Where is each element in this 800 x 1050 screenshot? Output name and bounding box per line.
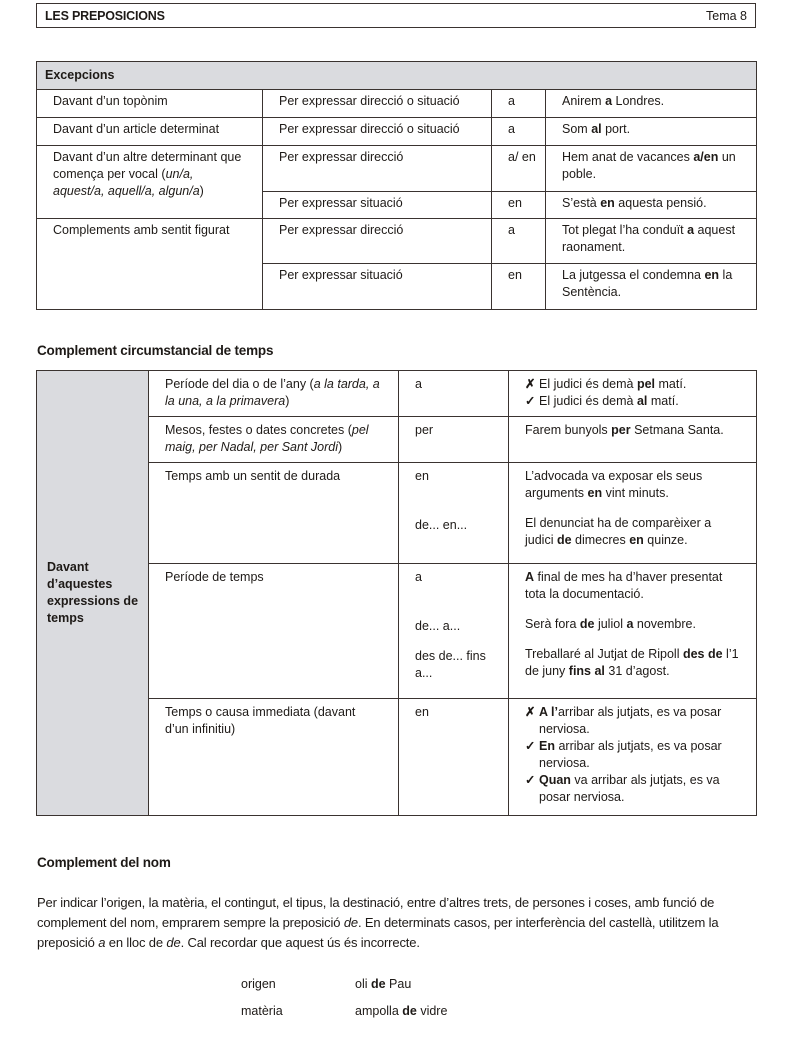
example-row [241, 977, 447, 1004]
preposition-cell: en [492, 192, 546, 219]
example-cell: Anirem a Londres. [546, 90, 757, 118]
example-cell: A final de mes ha d’haver presentat tota la documentació. Serà fora de juliol a novembre. Treballaré al Jutjat de Ripoll des de l’1 de juny fins al 31 d’agost. [509, 564, 757, 699]
context-cell: Davant d’un topònim [37, 90, 263, 118]
preposition-cell: per [399, 417, 509, 463]
preposition-cell: a/ en [492, 146, 546, 192]
check-icon: ✓ [525, 773, 536, 787]
temps-table [36, 370, 757, 816]
excepcions-table [36, 61, 757, 310]
preposition-cell: en [492, 264, 546, 310]
example-cell: S’està en aquesta pensió. [546, 192, 757, 219]
context-cell: Davant d’un article determinat [37, 118, 263, 146]
context-cell: Davant d’un altre determinant que comença per vocal (un/a, aquest/a, aquell/a, algun/a) [37, 146, 263, 219]
preposition-cell: en de... en... [399, 463, 509, 564]
table-row [37, 118, 757, 146]
check-icon: ✓ [525, 739, 536, 753]
type-cell: Temps amb un sentit de durada [149, 463, 399, 564]
example-cell: ✗ A l’arribar als jutjats, es va posar nerviosa. ✓ En arribar als jutjats, es va posar nerviosa. ✓ Quan va arribar als jutjats, es va posar nerviosa. [509, 699, 757, 816]
example-text: oli de Pau [355, 977, 412, 991]
example-text: ampolla de vidre [355, 1004, 448, 1018]
tema-label: Tema 8 [706, 8, 747, 23]
type-cell: Mesos, festes o dates concretes (pel maig, per Nadal, per Sant Jordi) [149, 417, 399, 463]
example-cell: Tot plegat l’ha conduït a aquest raonament. [546, 219, 757, 264]
section-title-temps: Complement circumstancial de temps [37, 343, 274, 358]
use-cell: Per expressar direcció [263, 219, 492, 264]
example-cell: Som al port. [546, 118, 757, 146]
type-cell: Temps o causa immediata (davant d’un infinitiu) [149, 699, 399, 816]
use-cell: Per expressar situació [263, 192, 492, 219]
preposition-cell: a [492, 219, 546, 264]
preposition-cell: a de... a... des de... fins a... [399, 564, 509, 699]
preposition-cell: a [492, 118, 546, 146]
use-cell: Per expressar direcció o situació [263, 90, 492, 118]
page-header [36, 3, 756, 28]
example-label: origen [241, 977, 276, 991]
section-title-nom: Complement del nom [37, 855, 171, 870]
example-cell: Farem bunyols per Setmana Santa. [509, 417, 757, 463]
table-row [37, 219, 757, 264]
table-row [37, 146, 757, 192]
cross-icon: ✗ [525, 377, 536, 391]
nom-paragraph: Per indicar l’origen, la matèria, el contingut, el tipus, la destinació, entre d’altres trets, de persones i coses, amb funció de complement del nom, emprarem sempre la preposició de. En determinats casos, per interferència del castellà, utilitzem la preposició a en lloc de de. Cal recordar que aquest ús és incorrecte. [37, 895, 719, 950]
example-row [241, 1004, 447, 1031]
check-icon: ✓ [525, 394, 536, 408]
cross-icon: ✗ [525, 705, 536, 719]
table-row [37, 371, 757, 417]
use-cell: Per expressar direcció o situació [263, 118, 492, 146]
document-title: LES PREPOSICIONS [45, 8, 165, 23]
example-cell: Hem anat de vacances a/en un poble. [546, 146, 757, 192]
use-cell: Per expressar situació [263, 264, 492, 310]
example-cell: La jutgessa el condemna en la Sentència. [546, 264, 757, 310]
excepcions-heading: Excepcions [37, 62, 757, 90]
example-label: matèria [241, 1004, 283, 1018]
preposition-cell: en [399, 699, 509, 816]
nom-examples [241, 977, 447, 1031]
preposition-cell: a [492, 90, 546, 118]
example-cell: L’advocada va exposar els seus arguments en vint minuts. El denunciat ha de comparèixer a judici de dimecres en quinze. [509, 463, 757, 564]
preposition-cell: a [399, 371, 509, 417]
example-cell: ✗ El judici és demà pel matí. ✓ El judici és demà al matí. [509, 371, 757, 417]
context-cell: Complements amb sentit figurat [37, 219, 263, 310]
side-label: Davant d’aquestes expressions de temps [37, 371, 149, 816]
type-cell: Període de temps [149, 564, 399, 699]
type-cell: Període del dia o de l’any (a la tarda, a la una, a la primavera) [149, 371, 399, 417]
use-cell: Per expressar direcció [263, 146, 492, 192]
table-row [37, 90, 757, 118]
